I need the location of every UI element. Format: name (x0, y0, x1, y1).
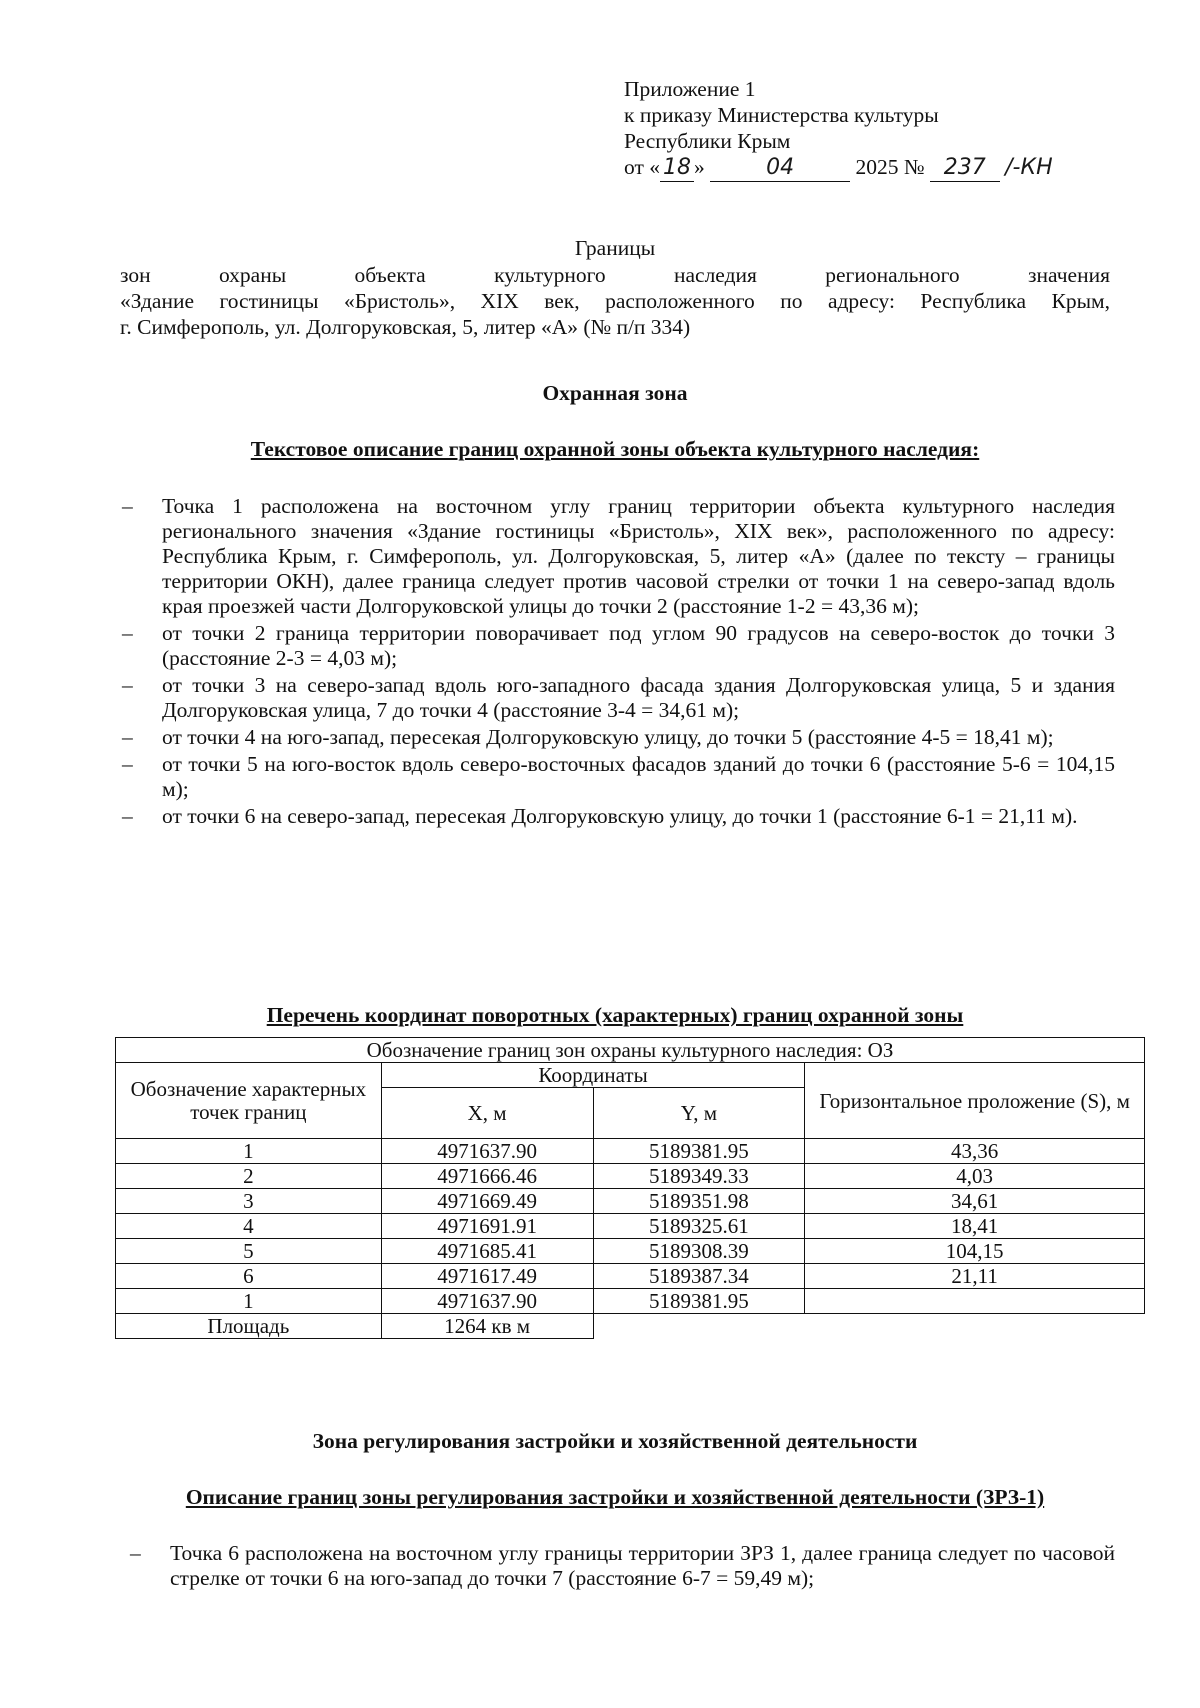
cell-point: 3 (116, 1189, 382, 1214)
title-line-2: «Здание гостиницы «Бристоль», XIX век, расположенного по адресу: Республика Крым, (120, 289, 1110, 313)
cell-x: 4971617.49 (381, 1264, 593, 1289)
date-day-close: » (694, 155, 705, 179)
list-item-text: от точки 2 граница территории поворачивает под углом 90 градусов на северо-восток до точки 3 (расстояние 2-3 = 4,03 м); (162, 621, 1115, 670)
table-row (116, 1239, 1145, 1264)
list-item (120, 752, 1115, 802)
order-number: 237 (930, 155, 1000, 182)
list-item (128, 1541, 1115, 1591)
coordinates-table (115, 1037, 1145, 1339)
appendix-line-2: к приказу Министерства культуры (624, 103, 939, 127)
list-item (120, 494, 1115, 619)
area-label: Площадь (116, 1314, 382, 1339)
dash-bullet: – (122, 752, 133, 776)
year-label: 2025 № (855, 155, 925, 179)
table-header-row (116, 1063, 1145, 1088)
list-item (120, 673, 1115, 723)
date-day: 18 (660, 155, 694, 182)
section-heading-regulation-zone: Зона регулирования застройки и хозяйственной деятельности (312, 1429, 918, 1453)
dash-bullet: – (122, 725, 133, 749)
cell-s: 18,41 (805, 1214, 1145, 1239)
cell-x: 4971669.49 (381, 1189, 593, 1214)
list-item-text: от точки 3 на северо-запад вдоль юго-западного фасада здания Долгоруковская улица, 5 и здания Долгоруковская улица, 7 до точки 4 (расстояние 3-4 = 34,61 м); (162, 673, 1115, 722)
table-zone-header-row (116, 1038, 1145, 1063)
boundary-description-list (120, 494, 1115, 831)
cell-s: 21,11 (805, 1264, 1145, 1289)
dash-bullet: – (122, 621, 133, 645)
zrz1-description-list (128, 1541, 1115, 1593)
title-line-3: г. Симферополь, ул. Долгоруковская, 5, литер «А» (№ п/п 334) (120, 315, 691, 339)
table-row (116, 1289, 1145, 1314)
cell-s (805, 1289, 1145, 1314)
cell-x: 4971637.90 (381, 1139, 593, 1164)
title-word: наследия (673, 263, 757, 287)
appendix-date-line (624, 154, 1144, 182)
list-item (120, 804, 1115, 829)
cell-y: 5189349.33 (593, 1164, 805, 1189)
dash-bullet: – (122, 804, 133, 828)
list-item-text: Точка 6 расположена на восточном углу границы территории ЗРЗ 1, далее граница следует по часовой стрелке от точки 6 на юго-запад до точки 7 (расстояние 6-7 = 59,49 м); (170, 1541, 1115, 1590)
list-item-text: от точки 4 на юго-запад, пересекая Долгоруковскую улицу, до точки 5 (расстояние 4-5 = 18,41 м); (162, 725, 1054, 749)
header-x: X, м (381, 1088, 593, 1139)
cell-y: 5189381.95 (593, 1289, 805, 1314)
section-subheading-text-description: Текстовое описание границ охранной зоны объекта культурного наследия: (250, 437, 980, 461)
title-word: значения (1028, 263, 1110, 287)
header-y: Y, м (593, 1088, 805, 1139)
list-item (120, 725, 1115, 750)
cell-point: 5 (116, 1239, 382, 1264)
table-row (116, 1214, 1145, 1239)
appendix-line-3: Республики Крым (624, 129, 791, 153)
table-row (116, 1189, 1145, 1214)
cell-s: 34,61 (805, 1189, 1145, 1214)
cell-x: 4971637.90 (381, 1289, 593, 1314)
title-word: регионального (825, 263, 960, 287)
cell-point: 1 (116, 1289, 382, 1314)
area-value: 1264 кв м (381, 1314, 593, 1339)
dash-bullet: – (122, 494, 133, 518)
cell-x: 4971691.91 (381, 1214, 593, 1239)
header-point: Обозначение характерных точек границ (116, 1063, 382, 1139)
table-caption: Перечень координат поворотных (характерных) границ охранной зоны (266, 1003, 964, 1027)
section-subheading-zrz1: Описание границ зоны регулирования застройки и хозяйственной деятельности (ЗРЗ-1) (185, 1485, 1045, 1509)
dash-bullet: – (130, 1541, 141, 1565)
table-row (116, 1139, 1145, 1164)
empty-cell (593, 1314, 1144, 1339)
date-month: 04 (710, 155, 850, 182)
list-item-text: Точка 1 расположена на восточном углу границ территории объекта культурного наследия регионального значения «Здание гостиницы «Бристоль», XIX век», расположенного по адресу: Республика Крым, г. Симферополь, ул. Долгоруковская, 5, литер «А» (далее по тексту – границы территории ОКН), далее граница следует против часовой стрелки от точки 1 на северо-запад вдоль края проезжей части Долгоруковской улицы до точки 2 (расстояние 1-2 = 43,36 м); (162, 494, 1115, 618)
table-row (116, 1264, 1145, 1289)
cell-s: 4,03 (805, 1164, 1145, 1189)
title-word: охраны (218, 263, 287, 287)
cell-y: 5189387.34 (593, 1264, 805, 1289)
appendix-line-1: Приложение 1 (624, 77, 756, 101)
cell-point: 1 (116, 1139, 382, 1164)
header-horizontal-distance: Горизонтальное проложение (S), м (805, 1063, 1145, 1139)
table-area-row (116, 1314, 1145, 1339)
dash-bullet: – (122, 673, 133, 697)
cell-point: 2 (116, 1164, 382, 1189)
title-line-1 (120, 263, 1110, 288)
cell-x: 4971666.46 (381, 1164, 593, 1189)
cell-y: 5189381.95 (593, 1139, 805, 1164)
cell-y: 5189308.39 (593, 1239, 805, 1264)
cell-point: 6 (116, 1264, 382, 1289)
list-item (120, 621, 1115, 671)
title-word: объекта (354, 263, 426, 287)
table-row (116, 1164, 1145, 1189)
list-item-text: от точки 6 на северо-запад, пересекая Долгоруковскую улицу, до точки 1 (расстояние 6-1 = 21,11 м). (162, 804, 1078, 828)
date-prefix: от « (624, 155, 660, 179)
zone-header-cell: Обозначение границ зон охраны культурного наследия: ОЗ (116, 1038, 1145, 1063)
cell-y: 5189351.98 (593, 1189, 805, 1214)
title-word: зон (120, 263, 151, 287)
section-heading-protected-zone: Охранная зона (542, 381, 688, 405)
cell-point: 4 (116, 1214, 382, 1239)
document-heading: Границы (574, 236, 656, 260)
cell-s: 43,36 (805, 1139, 1145, 1164)
cell-x: 4971685.41 (381, 1239, 593, 1264)
cell-s: 104,15 (805, 1239, 1145, 1264)
appendix-header (624, 76, 1144, 182)
order-number-suffix: /-КН (1005, 155, 1053, 180)
list-item-text: от точки 5 на юго-восток вдоль северо-восточных фасадов зданий до точки 6 (расстояние 5-6 = 104,15 м); (162, 752, 1115, 801)
cell-y: 5189325.61 (593, 1214, 805, 1239)
header-coordinates: Координаты (381, 1063, 805, 1088)
title-word: культурного (494, 263, 606, 287)
